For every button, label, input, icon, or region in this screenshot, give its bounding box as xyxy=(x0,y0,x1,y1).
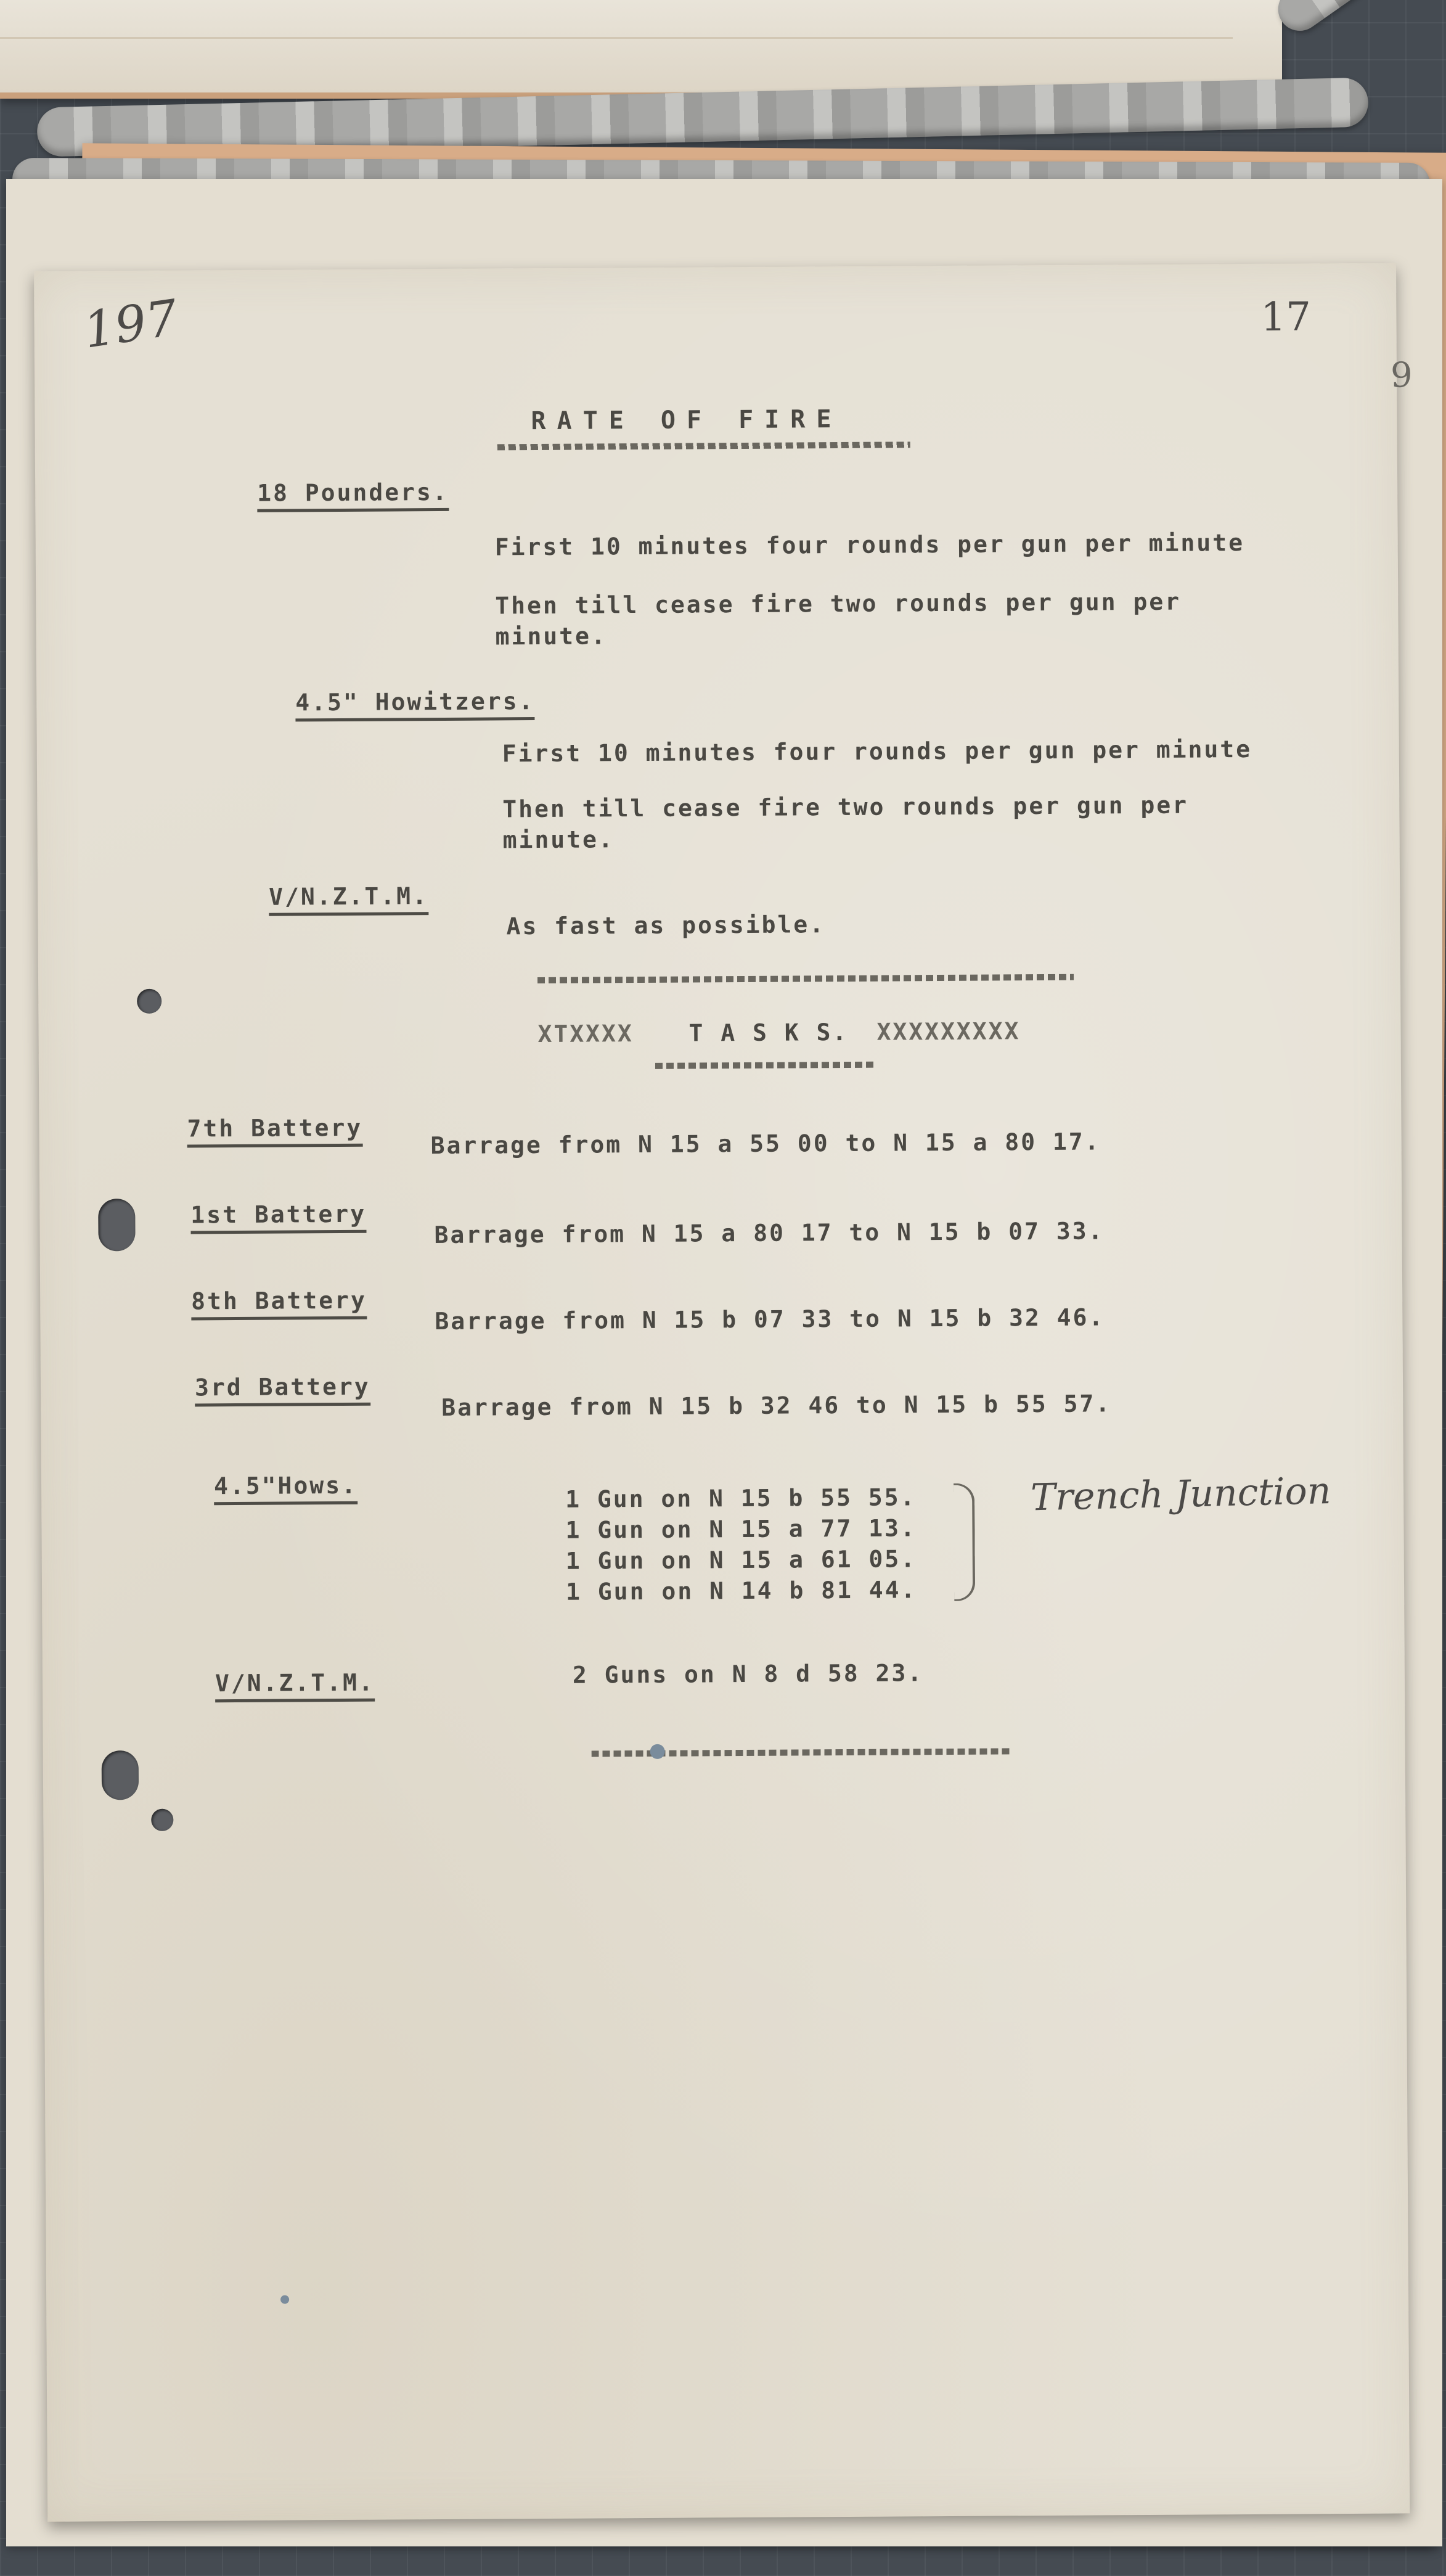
battery-label: 7th Battery xyxy=(187,1114,362,1148)
battery-task: Barrage from N 15 a 55 00 to N 15 a 80 17. xyxy=(430,1128,1101,1160)
punch-hole xyxy=(151,1809,173,1831)
battery-label: 8th Battery xyxy=(191,1287,367,1321)
unit-label-hows: 4.5"Hows. xyxy=(214,1472,357,1505)
pin-mark xyxy=(280,2295,289,2304)
document-page xyxy=(34,263,1413,2521)
unit-label-tmb: V/N.Z.T.M. xyxy=(269,882,428,916)
handwritten-annotation: Trench Junction xyxy=(1030,1469,1332,1520)
rate-line: Then till cease fire two rounds per gun per xyxy=(502,791,1189,823)
punch-hole xyxy=(102,1750,139,1800)
struck-text: XXXXXXXXX xyxy=(876,1017,1021,1046)
rate-line: First 10 minutes four rounds per gun per minute xyxy=(502,735,1252,768)
rate-line: First 10 minutes four rounds per gun per minute xyxy=(494,529,1245,561)
tasks-heading: T A S K S. xyxy=(688,1018,849,1047)
unit-label-howitzers: 4.5" Howitzers. xyxy=(295,687,534,721)
unit-label-tmb-2: V/N.Z.T.M. xyxy=(215,1669,375,1703)
tasks-underline xyxy=(655,1062,877,1069)
rate-line: Then till cease fire two rounds per gun per xyxy=(495,588,1182,620)
gun-line: 1 Gun on N 15 a 61 05. xyxy=(565,1545,917,1575)
rate-line: As fast as possible. xyxy=(506,911,826,940)
tmb-task: 2 Guns on N 8 d 58 23. xyxy=(572,1659,924,1689)
punch-hole xyxy=(98,1199,136,1251)
battery-label: 1st Battery xyxy=(190,1200,366,1234)
pin-mark xyxy=(650,1744,665,1759)
battery-task: Barrage from N 15 b 32 46 to N 15 b 55 57. xyxy=(441,1390,1112,1421)
folio-number-left: 197 xyxy=(80,289,182,359)
section-divider xyxy=(537,974,1074,983)
unit-label-18-pounders: 18 Pounders. xyxy=(257,478,449,512)
battery-label: 3rd Battery xyxy=(195,1373,370,1407)
page-title: RATE OF FIRE xyxy=(531,404,843,436)
punch-hole xyxy=(137,989,161,1014)
bracket xyxy=(954,1483,975,1601)
folio-number-right: 17 xyxy=(1260,294,1312,340)
gun-line: 1 Gun on N 15 a 77 13. xyxy=(565,1514,917,1544)
battery-task: Barrage from N 15 b 07 33 to N 15 b 32 46. xyxy=(435,1303,1105,1335)
rate-line: minute. xyxy=(495,622,607,650)
rate-line: minute. xyxy=(502,826,615,854)
battery-task: Barrage from N 15 a 80 17 to N 15 b 07 33. xyxy=(434,1217,1105,1249)
title-underline xyxy=(497,441,910,450)
gun-line: 1 Gun on N 15 b 55 55. xyxy=(565,1483,917,1513)
struck-text: XTXXXX xyxy=(537,1020,634,1048)
gun-line: 1 Gun on N 14 b 81 44. xyxy=(565,1576,917,1606)
edge-mark: 9 xyxy=(1390,355,1413,396)
